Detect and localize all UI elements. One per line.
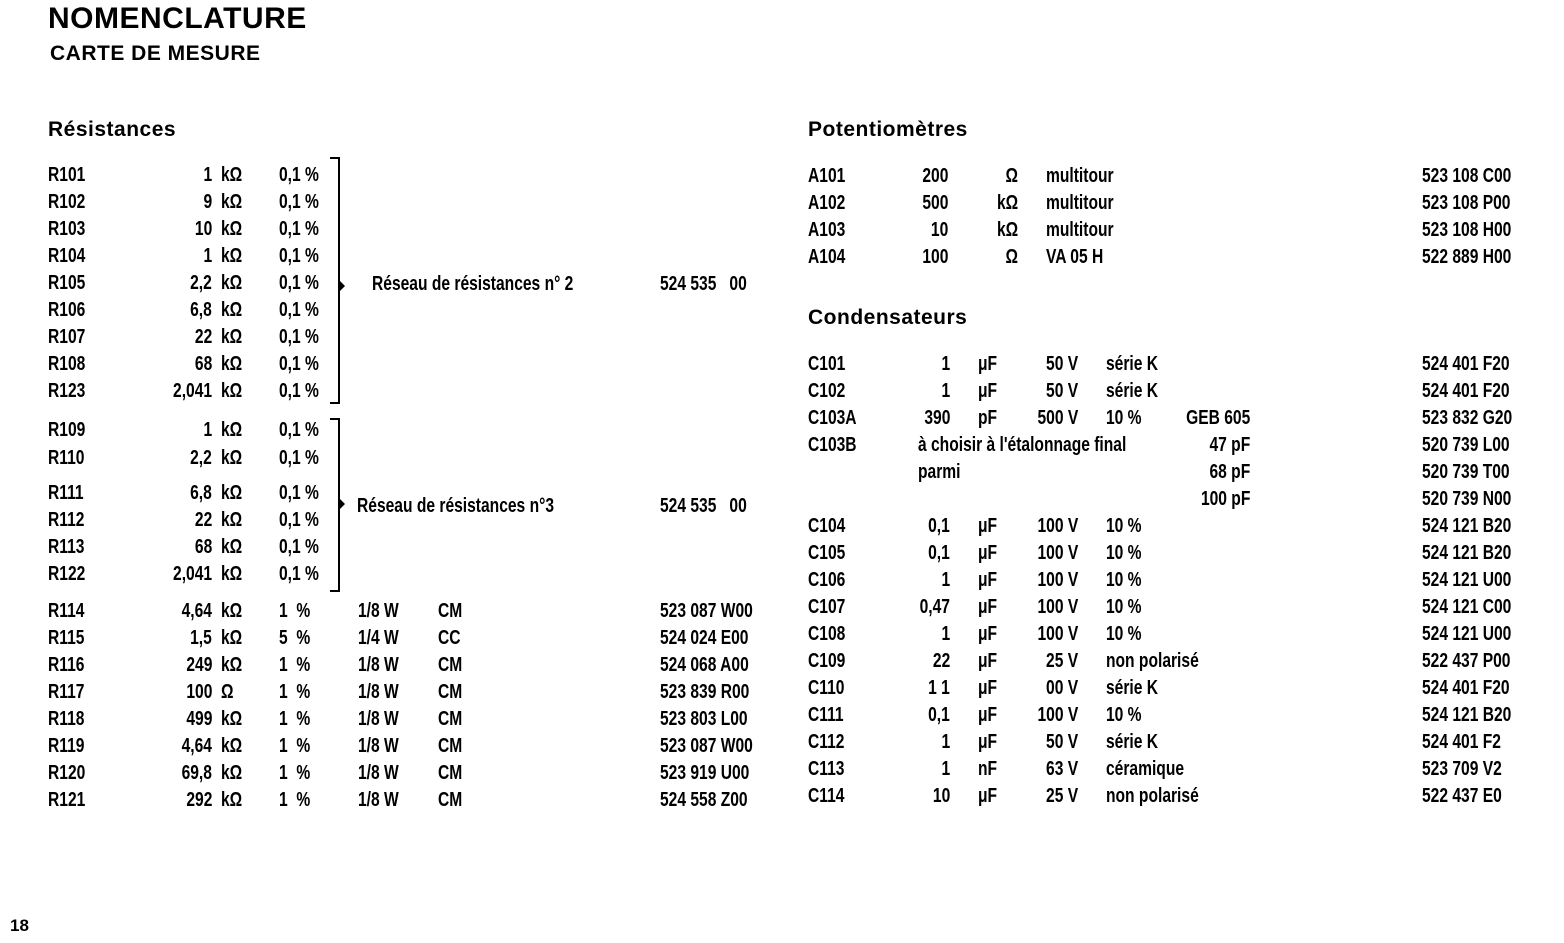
page-number: 18 — [10, 916, 29, 935]
resistance-value: 4,64 — [181, 600, 212, 622]
capacitor-desc: non polarisé — [1106, 650, 1199, 672]
capacitor-ref: C110 — [808, 677, 845, 699]
capacitor-unit: μF — [978, 542, 998, 564]
resistance-ref: R117 — [48, 681, 85, 703]
capacitor-voltage: 100 V — [1037, 596, 1078, 618]
resistance-value: 249 — [185, 654, 212, 676]
capacitor-voltage: 100 V — [1037, 515, 1078, 537]
resistance-unit: kΩ — [221, 482, 243, 504]
resistance-type: CC — [438, 627, 461, 649]
capacitor-value: 390 — [923, 407, 950, 429]
page-title: NOMENCLATURE — [48, 2, 307, 35]
capacitor-unit: pF — [978, 407, 998, 429]
capacitor-desc: série K — [1106, 731, 1159, 753]
capacitor-note: à choisir à l'étalonnage final — [918, 434, 1127, 456]
resistance-unit: kΩ — [221, 654, 243, 676]
network-code-1: 524 535 00 — [660, 273, 747, 295]
resistance-value: 22 — [194, 509, 212, 531]
potentiometer-ref: A104 — [808, 246, 846, 268]
capacitor-voltage: 00 V — [1045, 677, 1078, 699]
resistance-ref: R113 — [48, 536, 85, 558]
capacitor-extra: GEB 605 — [1185, 407, 1250, 429]
resistance-value: 1 — [203, 245, 212, 267]
potentiometer-value: 10 — [930, 219, 948, 241]
potentiometer-code: 523 108 H00 — [1422, 219, 1512, 241]
capacitor-desc: céramique — [1106, 758, 1185, 780]
resistance-code: 523 839 R00 — [660, 681, 750, 703]
resistance-code: 524 558 Z00 — [660, 789, 748, 811]
capacitor-code: 524 401 F20 — [1422, 677, 1510, 699]
section-heading-potentiometres: Potentiomètres — [808, 118, 968, 141]
potentiometer-code: 523 108 P00 — [1422, 192, 1511, 214]
resistance-tolerance: 0,1 % — [279, 218, 319, 240]
resistance-tolerance: 0,1 % — [279, 245, 319, 267]
resistance-power: 1/8 W — [358, 789, 399, 811]
capacitor-unit: μF — [978, 704, 998, 726]
capacitor-desc: série K — [1106, 353, 1159, 375]
resistance-unit: kΩ — [221, 272, 243, 294]
capacitor-voltage: 63 V — [1045, 758, 1078, 780]
resistance-value: 2,2 — [190, 272, 212, 294]
resistance-code: 523 803 L00 — [660, 708, 748, 730]
capacitor-code: 520 739 N00 — [1422, 488, 1512, 510]
capacitor-ref: C103A — [808, 407, 857, 429]
resistance-unit: kΩ — [221, 789, 243, 811]
capacitor-ref: C114 — [808, 785, 845, 807]
resistance-tolerance: 0,1 % — [279, 380, 319, 402]
resistance-tolerance: 0,1 % — [279, 536, 319, 558]
resistance-code: 523 087 W00 — [660, 600, 753, 622]
capacitor-voltage: 50 V — [1045, 380, 1078, 402]
capacitor-code: 522 437 E0 — [1422, 785, 1502, 807]
resistance-unit: kΩ — [221, 419, 243, 441]
resistance-tolerance: 1 % — [279, 789, 311, 811]
network-brace-1 — [330, 157, 340, 404]
resistance-tolerance: 0,1 % — [279, 419, 319, 441]
capacitor-note: parmi — [918, 461, 961, 483]
resistance-ref: R120 — [48, 762, 86, 784]
network-brace-2 — [330, 418, 340, 592]
resistance-unit: kΩ — [221, 245, 243, 267]
potentiometer-unit: Ω — [1005, 165, 1018, 187]
capacitor-ref: C105 — [808, 542, 846, 564]
resistance-code: 524 024 E00 — [660, 627, 749, 649]
resistance-power: 1/8 W — [358, 762, 399, 784]
capacitor-value: 1 — [941, 353, 950, 375]
capacitor-ref: C107 — [808, 596, 846, 618]
capacitor-desc: non polarisé — [1106, 785, 1199, 807]
capacitor-value: 1 1 — [928, 677, 950, 699]
resistance-ref: R106 — [48, 299, 86, 321]
resistance-tolerance: 0,1 % — [279, 563, 319, 585]
resistance-type: CM — [438, 762, 463, 784]
resistance-power: 1/8 W — [358, 600, 399, 622]
capacitor-ref: C103B — [808, 434, 857, 456]
capacitor-code: 523 709 V2 — [1422, 758, 1502, 780]
capacitor-value: 1 — [941, 623, 950, 645]
resistance-code: 523 919 U00 — [660, 762, 750, 784]
resistance-value: 4,64 — [181, 735, 212, 757]
potentiometer-code: 522 889 H00 — [1422, 246, 1512, 268]
resistance-ref: R112 — [48, 509, 85, 531]
capacitor-ref: C111 — [808, 704, 844, 726]
capacitor-unit: nF — [978, 758, 998, 780]
potentiometer-desc: multitour — [1046, 192, 1114, 214]
capacitor-desc: série K — [1106, 677, 1159, 699]
resistance-tolerance: 1 % — [279, 735, 311, 757]
resistance-unit: kΩ — [221, 191, 243, 213]
capacitor-voltage: 100 V — [1037, 542, 1078, 564]
capacitor-value: 1 — [941, 569, 950, 591]
capacitor-ref: C113 — [808, 758, 845, 780]
capacitor-unit: μF — [978, 623, 998, 645]
resistance-ref: R114 — [48, 600, 85, 622]
resistance-power: 1/4 W — [358, 627, 399, 649]
potentiometer-unit: kΩ — [996, 219, 1018, 241]
resistance-ref: R101 — [48, 164, 86, 186]
network-label-2: Réseau de résistances n°3 — [357, 495, 555, 517]
resistance-value: 68 — [194, 536, 212, 558]
resistance-value: 2,041 — [172, 563, 212, 585]
page-subtitle: CARTE DE MESURE — [50, 42, 261, 65]
capacitor-code: 520 739 T00 — [1422, 461, 1510, 483]
network-code-2: 524 535 00 — [660, 495, 747, 517]
potentiometer-value: 100 — [921, 246, 948, 268]
resistance-type: CM — [438, 789, 463, 811]
resistance-unit: kΩ — [221, 447, 243, 469]
resistance-unit: kΩ — [221, 735, 243, 757]
resistance-ref: R123 — [48, 380, 86, 402]
section-heading-resistances: Résistances — [48, 118, 177, 141]
resistance-value: 2,041 — [172, 380, 212, 402]
resistance-ref: R108 — [48, 353, 86, 375]
resistance-tolerance: 0,1 % — [279, 164, 319, 186]
capacitor-unit: μF — [978, 677, 998, 699]
resistance-value: 6,8 — [190, 482, 212, 504]
capacitor-desc: 10 % — [1106, 407, 1142, 429]
network-brace-2-tip — [340, 499, 345, 509]
potentiometer-ref: A101 — [808, 165, 846, 187]
resistance-unit: kΩ — [221, 536, 243, 558]
capacitor-code: 523 832 G20 — [1422, 407, 1513, 429]
resistance-unit: kΩ — [221, 600, 243, 622]
capacitor-unit: μF — [978, 731, 998, 753]
capacitor-desc: 10 % — [1106, 623, 1142, 645]
resistance-tolerance: 1 % — [279, 681, 311, 703]
potentiometer-value: 200 — [921, 165, 948, 187]
capacitor-value: 0,1 — [928, 515, 950, 537]
capacitor-code: 524 401 F20 — [1422, 380, 1510, 402]
resistance-unit: kΩ — [221, 563, 243, 585]
resistance-code: 523 087 W00 — [660, 735, 753, 757]
capacitor-voltage: 100 V — [1037, 704, 1078, 726]
capacitor-code: 524 121 U00 — [1422, 623, 1512, 645]
capacitor-desc: 10 % — [1106, 542, 1142, 564]
potentiometer-desc: VA 05 H — [1046, 246, 1104, 268]
capacitor-code: 522 437 P00 — [1422, 650, 1511, 672]
resistance-unit: kΩ — [221, 353, 243, 375]
capacitor-ref: C102 — [808, 380, 846, 402]
capacitor-unit: μF — [978, 596, 998, 618]
capacitor-code: 524 401 F2 — [1422, 731, 1501, 753]
resistance-value: 292 — [185, 789, 212, 811]
resistance-ref: R104 — [48, 245, 86, 267]
potentiometer-unit: Ω — [1005, 246, 1018, 268]
resistance-unit: kΩ — [221, 326, 243, 348]
capacitor-extra: 47 pF — [1209, 434, 1250, 456]
resistance-value: 2,2 — [190, 447, 212, 469]
potentiometer-ref: A103 — [808, 219, 846, 241]
capacitor-desc: série K — [1106, 380, 1159, 402]
resistance-ref: R102 — [48, 191, 86, 213]
resistance-tolerance: 1 % — [279, 654, 311, 676]
capacitor-value: 0,1 — [928, 542, 950, 564]
resistance-tolerance: 1 % — [279, 708, 311, 730]
resistance-unit: kΩ — [221, 380, 243, 402]
resistance-power: 1/8 W — [358, 708, 399, 730]
resistance-tolerance: 0,1 % — [279, 447, 319, 469]
capacitor-ref: C104 — [808, 515, 846, 537]
resistance-tolerance: 1 % — [279, 600, 311, 622]
potentiometer-desc: multitour — [1046, 165, 1114, 187]
capacitor-value: 0,1 — [928, 704, 950, 726]
capacitor-voltage: 25 V — [1045, 785, 1078, 807]
capacitor-value: 10 — [932, 785, 950, 807]
resistance-type: CM — [438, 681, 463, 703]
resistance-tolerance: 0,1 % — [279, 509, 319, 531]
potentiometer-ref: A102 — [808, 192, 846, 214]
capacitor-unit: μF — [978, 650, 998, 672]
resistance-unit: kΩ — [221, 509, 243, 531]
potentiometer-desc: multitour — [1046, 219, 1114, 241]
resistance-tolerance: 5 % — [279, 627, 311, 649]
resistance-unit: kΩ — [221, 627, 243, 649]
resistance-unit: Ω — [221, 681, 234, 703]
capacitor-voltage: 500 V — [1037, 407, 1078, 429]
resistance-unit: kΩ — [221, 299, 243, 321]
capacitor-extra: 100 pF — [1200, 488, 1250, 510]
capacitor-unit: μF — [978, 515, 998, 537]
capacitor-desc: 10 % — [1106, 704, 1142, 726]
resistance-value: 10 — [194, 218, 212, 240]
resistance-power: 1/8 W — [358, 654, 399, 676]
capacitor-code: 524 121 B20 — [1422, 542, 1512, 564]
resistance-value: 1,5 — [190, 627, 212, 649]
capacitor-voltage: 25 V — [1045, 650, 1078, 672]
resistance-tolerance: 0,1 % — [279, 191, 319, 213]
capacitor-desc: 10 % — [1106, 596, 1142, 618]
resistance-ref: R118 — [48, 708, 85, 730]
resistance-type: CM — [438, 600, 463, 622]
resistance-value: 100 — [185, 681, 212, 703]
resistance-value: 499 — [185, 708, 212, 730]
capacitor-value: 22 — [932, 650, 950, 672]
resistance-value: 9 — [203, 191, 212, 213]
resistance-ref: R116 — [48, 654, 85, 676]
resistance-ref: R121 — [48, 789, 86, 811]
capacitor-ref: C109 — [808, 650, 846, 672]
resistance-value: 6,8 — [190, 299, 212, 321]
network-brace-1-tip — [340, 281, 345, 291]
capacitor-value: 0,47 — [919, 596, 950, 618]
resistance-unit: kΩ — [221, 218, 243, 240]
resistance-ref: R115 — [48, 627, 85, 649]
capacitor-code: 524 121 U00 — [1422, 569, 1512, 591]
resistance-value: 22 — [194, 326, 212, 348]
resistance-value: 69,8 — [181, 762, 212, 784]
capacitor-unit: μF — [978, 380, 998, 402]
resistance-ref: R110 — [48, 447, 85, 469]
capacitor-voltage: 100 V — [1037, 569, 1078, 591]
capacitor-ref: C101 — [808, 353, 846, 375]
resistance-tolerance: 1 % — [279, 762, 311, 784]
potentiometer-value: 500 — [921, 192, 948, 214]
potentiometer-unit: kΩ — [996, 192, 1018, 214]
resistance-type: CM — [438, 735, 463, 757]
capacitor-value: 1 — [941, 731, 950, 753]
resistance-type: CM — [438, 654, 463, 676]
capacitor-value: 1 — [941, 380, 950, 402]
resistance-tolerance: 0,1 % — [279, 482, 319, 504]
resistance-code: 524 068 A00 — [660, 654, 749, 676]
capacitor-unit: μF — [978, 569, 998, 591]
capacitor-unit: μF — [978, 353, 998, 375]
resistance-value: 1 — [203, 164, 212, 186]
capacitor-desc: 10 % — [1106, 569, 1142, 591]
resistance-power: 1/8 W — [358, 681, 399, 703]
resistance-ref: R105 — [48, 272, 86, 294]
resistance-ref: R119 — [48, 735, 85, 757]
capacitor-code: 524 121 C00 — [1422, 596, 1512, 618]
resistance-value: 1 — [203, 419, 212, 441]
resistance-ref: R103 — [48, 218, 86, 240]
resistance-value: 68 — [194, 353, 212, 375]
resistance-tolerance: 0,1 % — [279, 299, 319, 321]
resistance-ref: R109 — [48, 419, 86, 441]
capacitor-voltage: 50 V — [1045, 731, 1078, 753]
capacitor-ref: C106 — [808, 569, 846, 591]
resistance-ref: R107 — [48, 326, 86, 348]
resistance-ref: R122 — [48, 563, 86, 585]
resistance-unit: kΩ — [221, 164, 243, 186]
resistance-unit: kΩ — [221, 762, 243, 784]
capacitor-voltage: 100 V — [1037, 623, 1078, 645]
network-label-1: Réseau de résistances n° 2 — [372, 273, 574, 295]
potentiometer-code: 523 108 C00 — [1422, 165, 1512, 187]
capacitor-extra: 68 pF — [1209, 461, 1250, 483]
capacitor-ref: C108 — [808, 623, 846, 645]
capacitor-code: 520 739 L00 — [1422, 434, 1510, 456]
capacitor-value: 1 — [941, 758, 950, 780]
resistance-tolerance: 0,1 % — [279, 326, 319, 348]
resistance-type: CM — [438, 708, 463, 730]
capacitor-code: 524 121 B20 — [1422, 704, 1512, 726]
resistance-tolerance: 0,1 % — [279, 353, 319, 375]
capacitor-voltage: 50 V — [1045, 353, 1078, 375]
capacitor-code: 524 121 B20 — [1422, 515, 1512, 537]
capacitor-ref: C112 — [808, 731, 845, 753]
capacitor-code: 524 401 F20 — [1422, 353, 1510, 375]
section-heading-condensateurs: Condensateurs — [808, 306, 968, 329]
resistance-unit: kΩ — [221, 708, 243, 730]
resistance-power: 1/8 W — [358, 735, 399, 757]
capacitor-unit: μF — [978, 785, 998, 807]
resistance-tolerance: 0,1 % — [279, 272, 319, 294]
resistance-ref: R111 — [48, 482, 84, 504]
capacitor-desc: 10 % — [1106, 515, 1142, 537]
